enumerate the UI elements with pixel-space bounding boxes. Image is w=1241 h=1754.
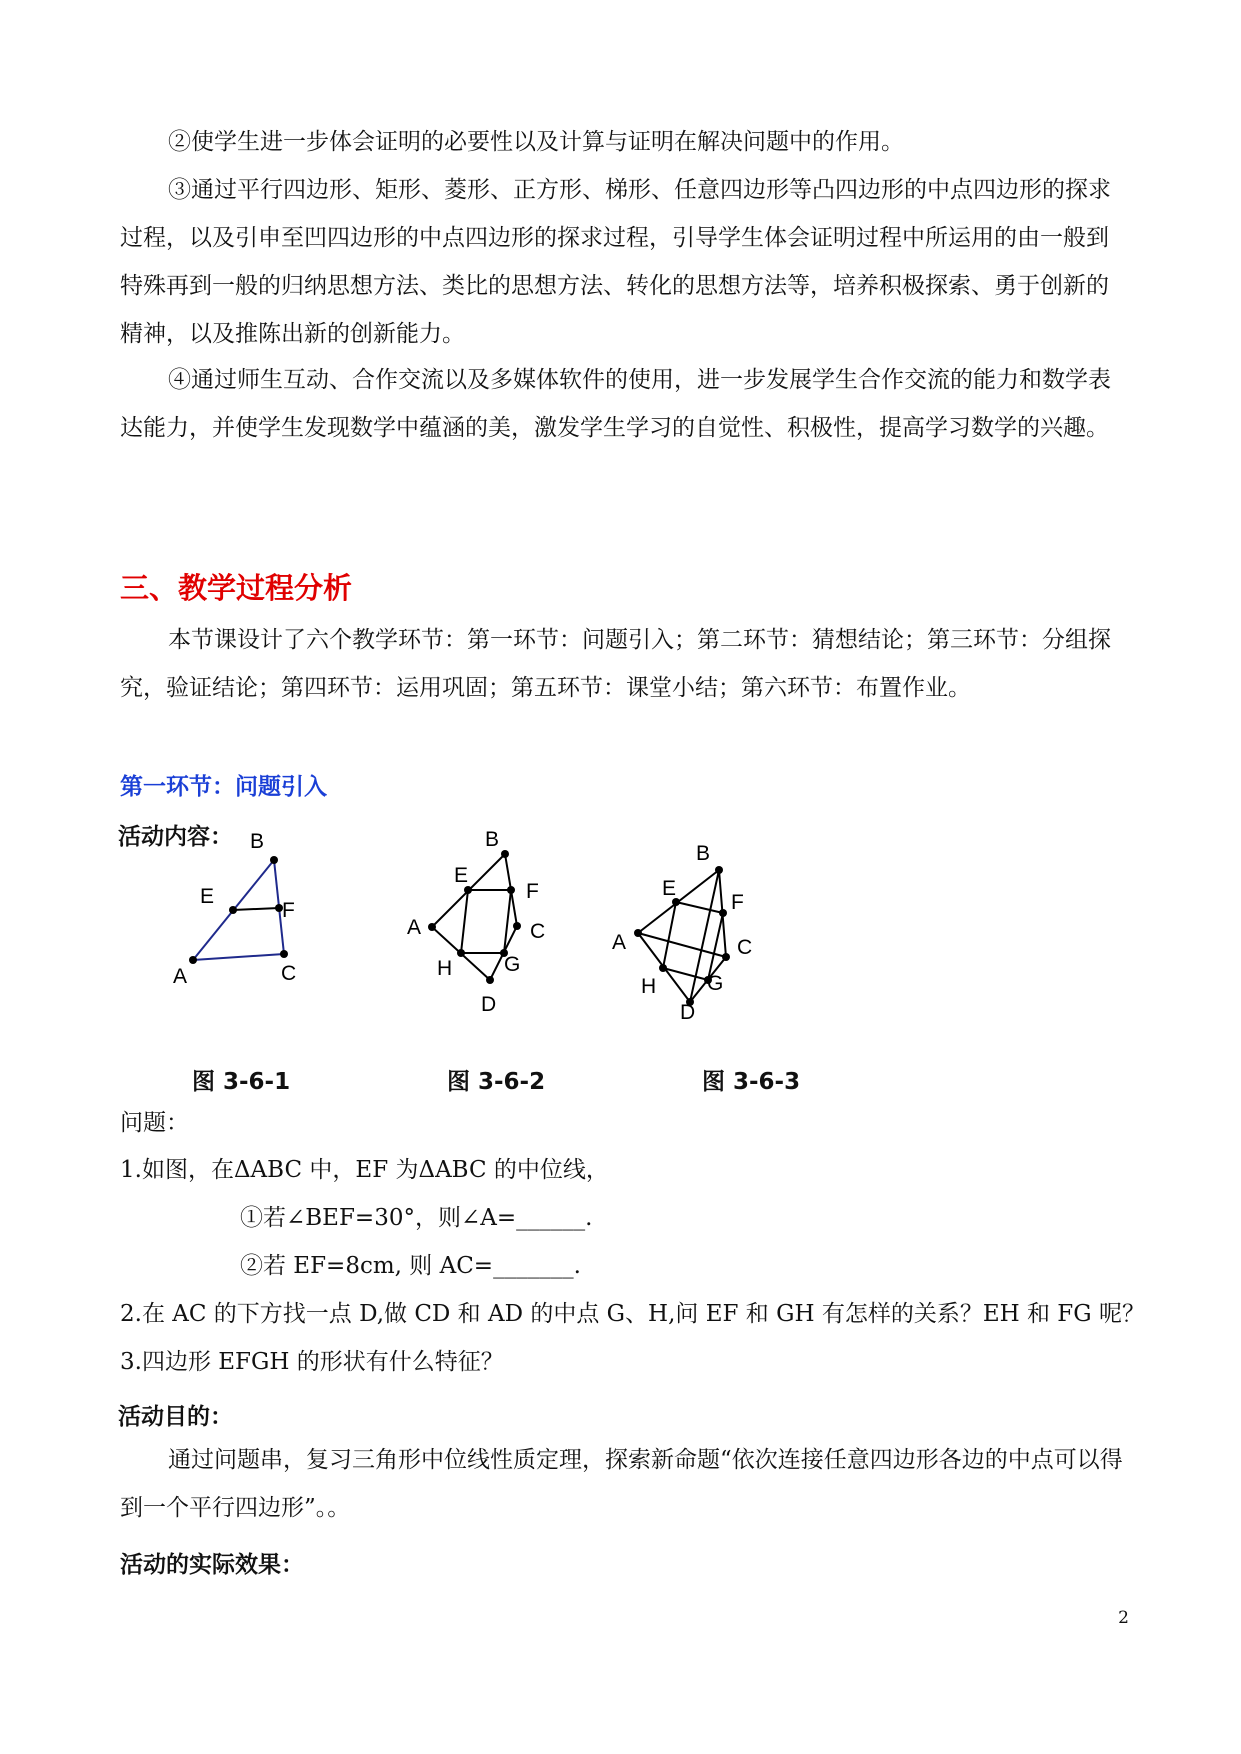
paragraph-objective-4: ④通过师生互动、合作交流以及多媒体软件的使用，进一步发展学生合作交流的能力和数学表达能力，并使学生发现数学中蕴涵的美，激发学生学习的自觉性、积极性，提高学习数学的兴趣。 bbox=[120, 367, 1111, 441]
activity-effect-label: 活动的实际效果： bbox=[120, 1552, 304, 1578]
fig1-label-a: A bbox=[173, 965, 188, 988]
fig2-label-f: F bbox=[526, 880, 539, 903]
figure-caption-1: 图 3-6-1 bbox=[192, 1069, 291, 1095]
paragraph-objective-2: ②使学生进一步体会证明的必要性以及计算与证明在解决问题中的作用。 bbox=[168, 129, 904, 155]
figure-3-6-2 bbox=[400, 828, 575, 1028]
fig3-label-d: D bbox=[680, 1001, 696, 1024]
figure-3-6-3 bbox=[605, 838, 780, 1038]
fig3-label-g: G bbox=[707, 972, 724, 995]
fig1-label-f: F bbox=[282, 899, 295, 922]
activity-content-label: 活动内容： bbox=[118, 824, 233, 850]
page-number: 2 bbox=[1118, 1608, 1129, 1628]
fig3-label-h: H bbox=[641, 975, 657, 998]
fig3-label-e: E bbox=[662, 877, 677, 900]
paragraph-objective-3: ③通过平行四边形、矩形、菱形、正方形、梯形、任意四边形等凸四边形的中点四边形的探求过程，以及引申至凹四边形的中点四边形的探求过程，引导学生体会证明过程中所运用的由一般到特殊再到一般的归纳思想方法、类比的思想方法、转化的思想方法等，培养积极探索、勇于创新的精神，以及推陈出新的创新能力。 bbox=[120, 177, 1111, 347]
fig2-label-d: D bbox=[481, 993, 497, 1016]
fig3-label-c: C bbox=[737, 936, 753, 959]
question-1b: ②若 EF=8cm, 则 AC=_______. bbox=[240, 1253, 581, 1279]
fig1-label-e: E bbox=[200, 885, 215, 908]
fig2-label-g: G bbox=[504, 953, 521, 976]
fig2-label-e: E bbox=[454, 864, 469, 887]
section-title: 三、教学过程分析 bbox=[120, 571, 353, 605]
fig2-label-a: A bbox=[407, 916, 422, 939]
fig2-label-b: B bbox=[485, 828, 500, 851]
paragraph-intro: 本节课设计了六个教学环节：第一环节：问题引入；第二环节：猜想结论；第三环节：分组探究，验证结论；第四环节：运用巩固；第五环节：课堂小结；第六环节：布置作业。 bbox=[120, 627, 1111, 701]
fig2-label-c: C bbox=[530, 920, 546, 943]
question-2: 2.在 AC 的下方找一点 D,做 CD 和 AD 的中点 G、H,问 EF 和 GH 有怎样的关系？EH 和 FG 呢？ bbox=[120, 1301, 1145, 1327]
paragraph-activity-goal: 通过问题串，复习三角形中位线性质定理，探索新命题“依次连接任意四边形各边的中点可以得到一个平行四边形”。。 bbox=[120, 1447, 1123, 1521]
fig2-label-h: H bbox=[437, 957, 453, 980]
question-1a: ①若∠BEF=30°，则∠A=______. bbox=[240, 1205, 593, 1231]
fig3-label-b: B bbox=[696, 842, 711, 865]
subsection-title: 第一环节：问题引入 bbox=[120, 774, 327, 800]
figure-3-6-1 bbox=[165, 830, 335, 995]
figure-caption-2: 图 3-6-2 bbox=[447, 1069, 546, 1095]
activity-goal-label: 活动目的： bbox=[118, 1404, 233, 1430]
fig3-label-a: A bbox=[612, 931, 627, 954]
figure-caption-3: 图 3-6-3 bbox=[702, 1069, 801, 1095]
questions-label: 问题： bbox=[120, 1110, 189, 1136]
question-1: 1.如图，在ΔABC 中，EF 为ΔABC 的中位线， bbox=[120, 1157, 609, 1183]
fig1-label-b: B bbox=[250, 830, 265, 853]
fig3-label-f: F bbox=[731, 891, 744, 914]
question-3: 3.四边形 EFGH 的形状有什么特征？ bbox=[120, 1349, 504, 1375]
fig1-label-c: C bbox=[281, 962, 297, 985]
